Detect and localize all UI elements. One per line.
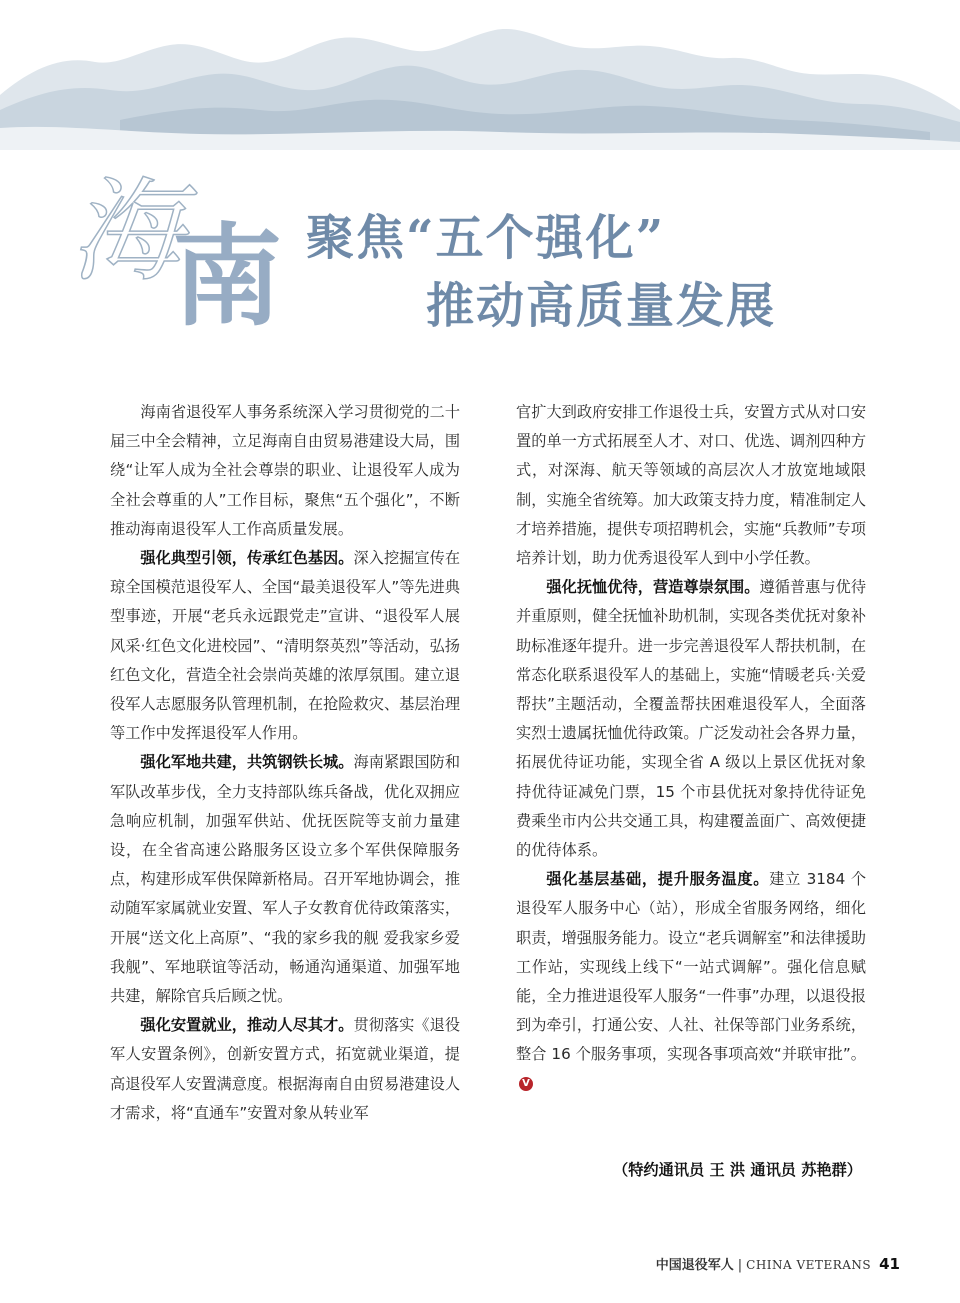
paragraph-lead: 强化抚恤优待，营造尊崇氛围。 [546,578,760,597]
byline: （特约通讯员 王 洪 通讯员 苏艳群） [613,1161,862,1179]
paragraph-red-gene [110,544,460,748]
title-decorative-character-nan: 南 [172,212,282,341]
paragraph-preferential-care [516,573,866,865]
magazine-name-en: CHINA VETERANS [746,1258,872,1272]
paragraph-intro [110,398,460,544]
page-footer [600,1254,900,1276]
paragraph-text: 遵循普惠与优待并重原则，健全抚恤补助机制，实现各类优抚对象补助标准逐年提升。进一步完善退役军人帮扶机制，在常态化联系退役军人的基础上，实施“情暖老兵·关爱帮扶”主题活动，全覆盖帮扶困难退役军人，全面落实烈士遗属抚恤优待政策。广泛发动社会各界力量，拓展优待证功能，实现全省 A 级以上景区优抚对象持优待证减免门票，15 个市县优抚对象持优待证免费乘坐市内公共交通工具，构建覆盖面广、高效便捷的优待体系。 [516,578,867,860]
paragraph-text: 深入挖掘宣传在琼全国模范退役军人、全国“最美退役军人”等先进典型事迹，开展“老兵永远跟党走”宣讲、“退役军人展风采·红色文化进校园”、“清明祭英烈”等活动，弘扬红色文化，营造全社会崇尚英雄的浓厚氛围。建立退役军人志愿服务队管理机制，在抢险救灾、基层治理等工作中发挥退役军人作用。 [110,549,461,743]
paragraph-text: 贯彻落实《退役军人安置条例》，创新安置方式，拓宽就业渠道，提高退役军人安置满意度。根据海南自由贸易港建设人才需求，将“直通车”安置对象从转业军 [110,1016,461,1122]
paragraph-text: 建立 3184 个退役军人服务中心（站），形成全省服务网络，细化职责，增强服务能力。设立“老兵调解室”和法律援助工作站，实现线上线下“一站式调解”。强化信息赋能，全力推进退役军人服务“一件事”办理，以退役报到为牵引，打通公安、人社、社保等部门业务系统，整合 16 个服务事项，实现各事项高效“并联审批”。 [516,870,867,1064]
paragraph-employment-continued [516,398,866,573]
paragraph-lead: 强化基层基础，提升服务温度。 [546,870,770,889]
paragraph-employment [110,1011,460,1128]
article-column-right [516,398,866,1099]
magazine-name-cn: 中国退役军人 [655,1258,734,1273]
paragraph-lead: 强化安置就业，推动人尽其才。 [140,1016,354,1035]
title-line-1: 聚焦“五个强化” [306,210,666,266]
article-end-icon: V [519,1077,533,1091]
paragraph-text: 官扩大到政府安排工作退役士兵，安置方式从对口安置的单一方式拓展至人才、对口、优选、调剂四种方式，对深海、航天等领域的高层次人才放宽地域限制，实施全省统筹。加大政策支持力度，精准制定人才培养措施，提供专项招聘机会，实施“兵教师”专项培养计划，助力优秀退役军人到中小学任教。 [516,403,866,568]
paragraph-text: 海南省退役军人事务系统深入学习贯彻党的二十届三中全会精神，立足海南自由贸易港建设大局，围绕“让军人成为全社会尊崇的职业、让退役军人成为全社会尊重的人”工作目标，聚焦“五个强化”，不断推动海南退役军人工作高质量发展。 [110,403,460,538]
paragraph-lead: 强化典型引领，传承红色基因。 [140,549,354,568]
paragraph-grassroots [516,865,866,1099]
paragraph-military-civil [110,748,460,1011]
mountain-banner [0,0,960,150]
footer-separator: | [737,1258,743,1273]
title-decorative-character-hai: 海 [70,167,182,297]
article-column-left [110,398,460,1128]
page-number: 41 [879,1255,900,1273]
paragraph-text: 海南紧跟国防和军队改革步伐，全力支持部队练兵备战，优化双拥应急响应机制，加强军供站、优抚医院等支前力量建设，在全省高速公路服务区设立多个军供保障服务点，构建形成军供保障新格局。召开军地协调会，推动随军家属就业安置、军人子女教育优待政策落实，开展“送文化上高原”、“我的家乡我的舰 爱我家乡爱我舰”、军地联谊等活动，畅通沟通渠道、加强军地共建，解除官兵后顾之忧。 [110,753,461,1006]
paragraph-lead: 强化军地共建，共筑钢铁长城。 [140,753,354,772]
title-line-2: 推动高质量发展 [426,278,777,334]
